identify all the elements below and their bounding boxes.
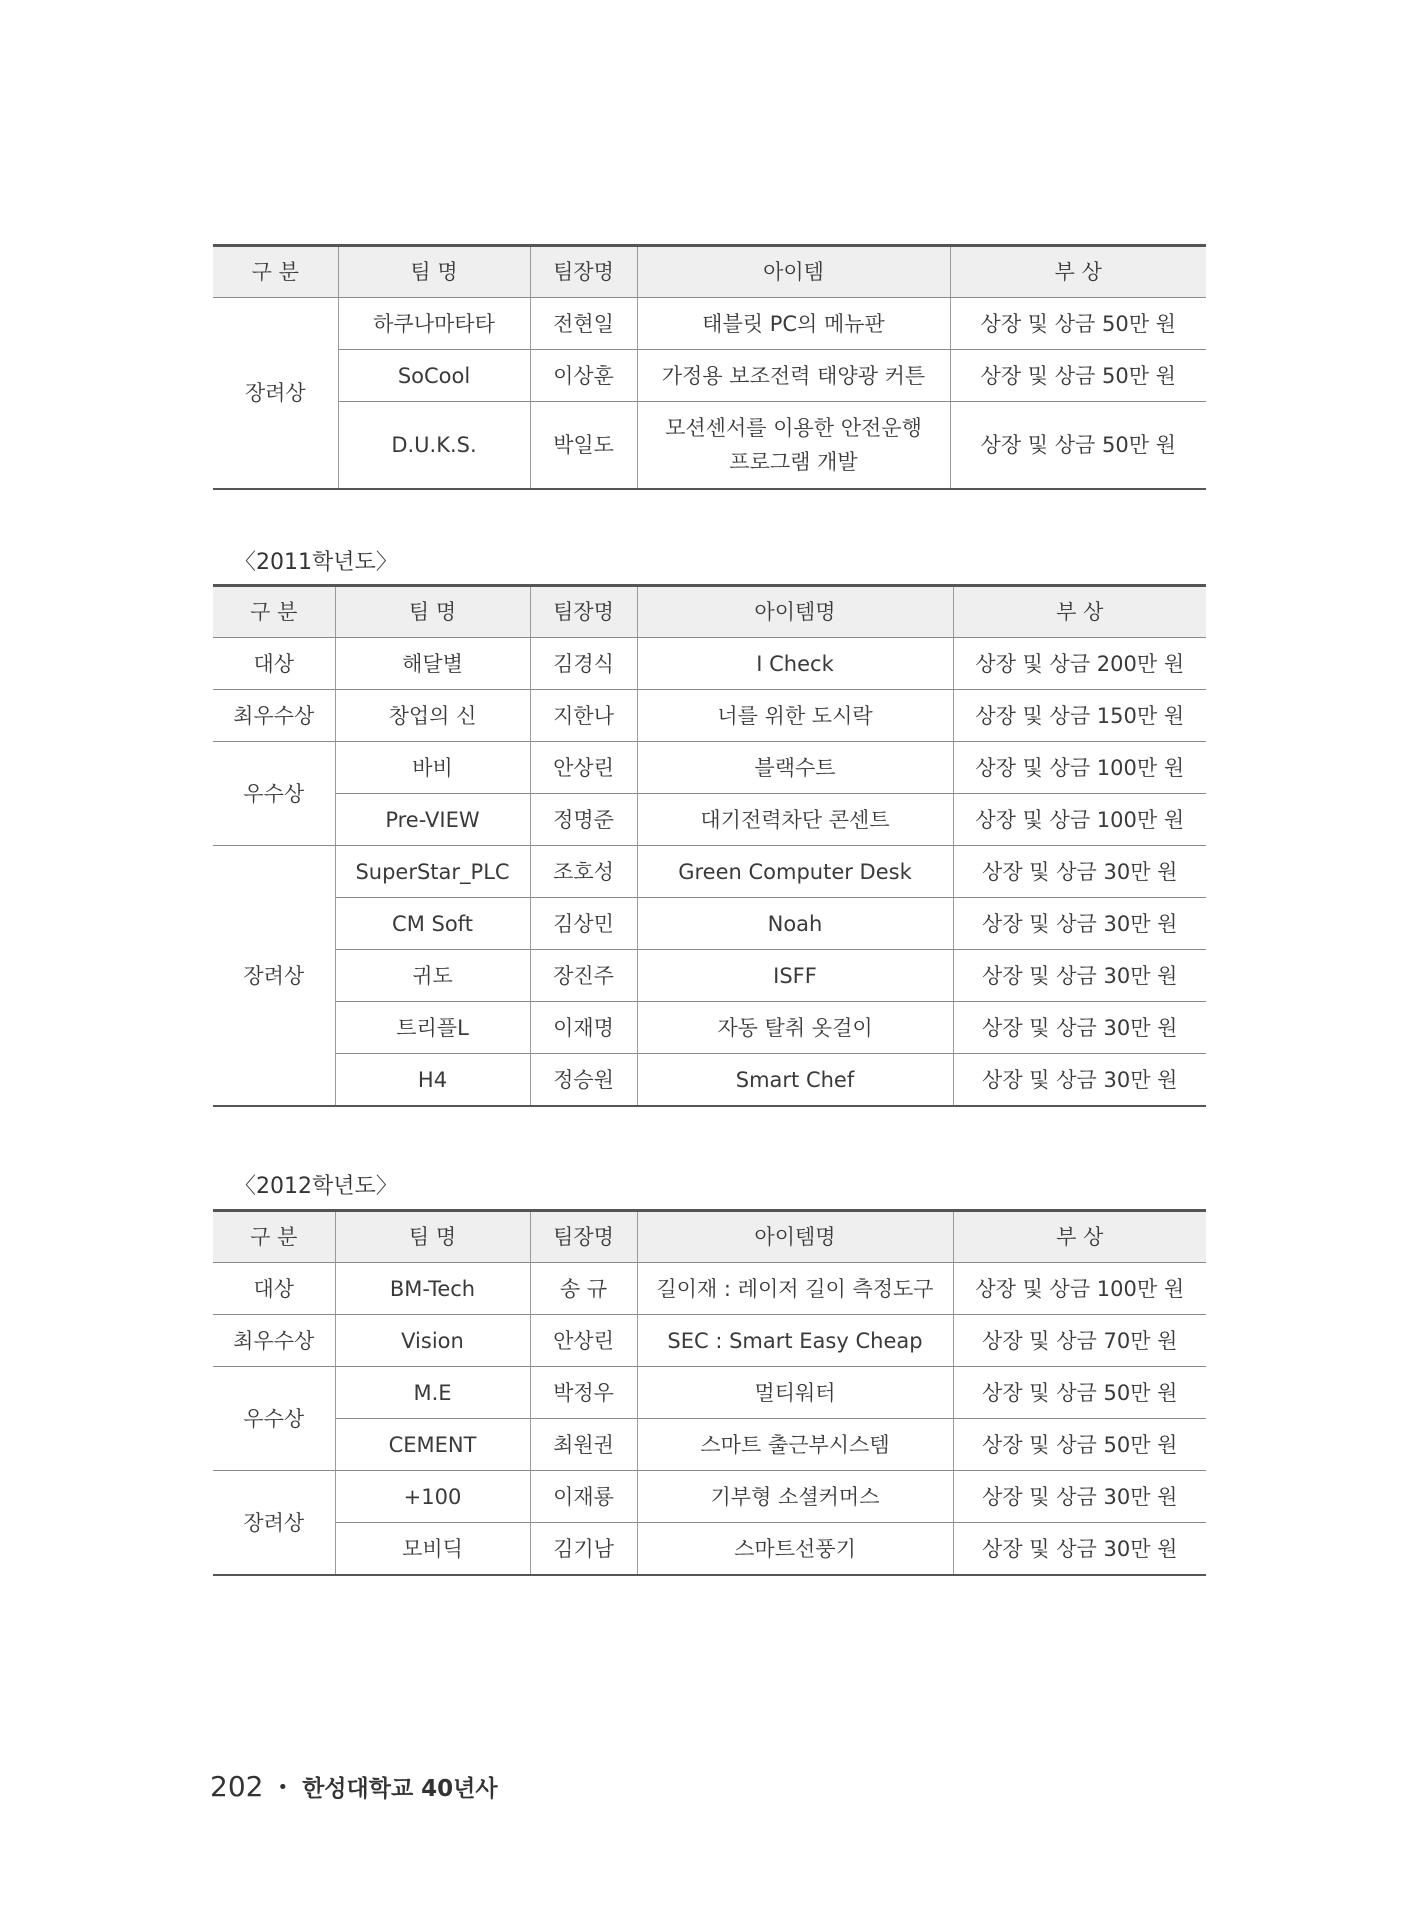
- leader-cell: 김상민: [530, 898, 637, 950]
- category-cell: 대상: [213, 638, 335, 690]
- header-team: 팀 명: [335, 1211, 530, 1263]
- prize-cell: 상장 및 상금 50만 원: [950, 350, 1206, 402]
- table-header-row: [213, 1211, 1206, 1263]
- table-row: [213, 1523, 1206, 1576]
- team-cell: M.E: [335, 1367, 530, 1419]
- prize-cell: 상장 및 상금 200만 원: [953, 638, 1206, 690]
- table-row: [213, 742, 1206, 794]
- item-cell: 스마트 출근부시스템: [637, 1419, 953, 1471]
- team-cell: 바비: [335, 742, 530, 794]
- table-row: [213, 794, 1206, 846]
- header-category: 구 분: [213, 1211, 335, 1263]
- leader-cell: 정명준: [530, 794, 637, 846]
- leader-cell: 송 규: [530, 1263, 637, 1315]
- item-cell: 자동 탈취 옷걸이: [637, 1002, 953, 1054]
- table-row: [213, 1471, 1206, 1523]
- header-item: 아이템: [637, 246, 950, 298]
- table-row: [213, 298, 1206, 350]
- item-cell: 가정용 보조전력 태양광 커튼: [637, 350, 950, 402]
- prize-cell: 상장 및 상금 100만 원: [953, 1263, 1206, 1315]
- prize-cell: 상장 및 상금 50만 원: [950, 402, 1206, 490]
- book-title: 한성대학교 40년사: [302, 1776, 498, 1802]
- table-row: [213, 350, 1206, 402]
- table-row: [213, 690, 1206, 742]
- leader-cell: 이재명: [530, 1002, 637, 1054]
- table-row: [213, 898, 1206, 950]
- prize-cell: 상장 및 상금 30만 원: [953, 1471, 1206, 1523]
- category-cell: 최우수상: [213, 1315, 335, 1367]
- header-prize: 부 상: [950, 246, 1206, 298]
- leader-cell: 안상린: [530, 1315, 637, 1367]
- prize-cell: 상장 및 상금 30만 원: [953, 898, 1206, 950]
- caption-2011: 〈2011학년도〉: [234, 550, 398, 575]
- prize-cell: 상장 및 상금 100만 원: [953, 794, 1206, 846]
- prize-cell: 상장 및 상금 70만 원: [953, 1315, 1206, 1367]
- table-row: [213, 1367, 1206, 1419]
- category-cell: 대상: [213, 1263, 335, 1315]
- header-leader: 팀장명: [530, 246, 637, 298]
- item-cell: 태블릿 PC의 메뉴판: [637, 298, 950, 350]
- category-cell: 우수상: [213, 1367, 335, 1471]
- prize-cell: 상장 및 상금 30만 원: [953, 950, 1206, 1002]
- header-item-name: 아이템명: [637, 586, 953, 638]
- item-cell: 길이재 : 레이저 길이 측정도구: [637, 1263, 953, 1315]
- table-row: [213, 950, 1206, 1002]
- category-cell: 장려상: [213, 1471, 335, 1576]
- item-cell: 기부형 소셜커머스: [637, 1471, 953, 1523]
- award-table-previous: [213, 244, 1206, 490]
- team-cell: 해달별: [335, 638, 530, 690]
- table-header-row: [213, 246, 1206, 298]
- prize-cell: 상장 및 상금 50만 원: [953, 1367, 1206, 1419]
- team-cell: 트리플L: [335, 1002, 530, 1054]
- table-row: [213, 1002, 1206, 1054]
- item-cell: SEC : Smart Easy Cheap: [637, 1315, 953, 1367]
- item-cell: ISFF: [637, 950, 953, 1002]
- item-line-1: 모션센서를 이용한 안전운행: [665, 416, 922, 440]
- leader-cell: 지한나: [530, 690, 637, 742]
- leader-cell: 장진주: [530, 950, 637, 1002]
- table-row: [213, 1054, 1206, 1107]
- table-row: [213, 1315, 1206, 1367]
- category-cell: 우수상: [213, 742, 335, 846]
- team-cell: SuperStar_PLC: [335, 846, 530, 898]
- team-cell: CM Soft: [335, 898, 530, 950]
- item-cell: 스마트선풍기: [637, 1523, 953, 1576]
- leader-cell: 박일도: [530, 402, 637, 490]
- table-row: [213, 1263, 1206, 1315]
- team-cell: 창업의 신: [335, 690, 530, 742]
- category-cell: 장려상: [213, 846, 335, 1107]
- table-row: [213, 846, 1206, 898]
- team-cell: +100: [335, 1471, 530, 1523]
- team-cell: Vision: [335, 1315, 530, 1367]
- page-footer: [210, 1770, 498, 1803]
- item-cell: 멀티워터: [637, 1367, 953, 1419]
- team-cell: SoCool: [338, 350, 530, 402]
- prize-cell: 상장 및 상금 30만 원: [953, 1523, 1206, 1576]
- header-leader: 팀장명: [530, 586, 637, 638]
- leader-cell: 안상린: [530, 742, 637, 794]
- category-cell: 장려상: [213, 298, 338, 490]
- leader-cell: 최원권: [530, 1419, 637, 1471]
- category-cell: 최우수상: [213, 690, 335, 742]
- item-cell: I Check: [637, 638, 953, 690]
- prize-cell: 상장 및 상금 30만 원: [953, 1054, 1206, 1107]
- leader-cell: 이재룡: [530, 1471, 637, 1523]
- leader-cell: 조호성: [530, 846, 637, 898]
- prize-cell: 상장 및 상금 50만 원: [950, 298, 1206, 350]
- header-item-name: 아이템명: [637, 1211, 953, 1263]
- prize-cell: 상장 및 상금 150만 원: [953, 690, 1206, 742]
- prize-cell: 상장 및 상금 30만 원: [953, 846, 1206, 898]
- item-cell: 대기전력차단 콘센트: [637, 794, 953, 846]
- table-header-row: [213, 586, 1206, 638]
- team-cell: D.U.K.S.: [338, 402, 530, 490]
- header-category: 구 분: [213, 246, 338, 298]
- team-cell: CEMENT: [335, 1419, 530, 1471]
- header-category: 구 분: [213, 586, 335, 638]
- team-cell: 하쿠나마타타: [338, 298, 530, 350]
- leader-cell: 김경식: [530, 638, 637, 690]
- header-team: 팀 명: [335, 586, 530, 638]
- item-cell: Green Computer Desk: [637, 846, 953, 898]
- item-line-2: 프로그램 개발: [729, 450, 858, 474]
- leader-cell: 전현일: [530, 298, 637, 350]
- item-cell: Noah: [637, 898, 953, 950]
- item-cell: 블랙수트: [637, 742, 953, 794]
- leader-cell: 김기남: [530, 1523, 637, 1576]
- header-prize: 부 상: [953, 586, 1206, 638]
- prize-cell: 상장 및 상금 100만 원: [953, 742, 1206, 794]
- prize-cell: 상장 및 상금 50만 원: [953, 1419, 1206, 1471]
- header-prize: 부 상: [953, 1211, 1206, 1263]
- award-table-2012: [213, 1209, 1206, 1576]
- header-leader: 팀장명: [530, 1211, 637, 1263]
- team-cell: 귀도: [335, 950, 530, 1002]
- table-row: [213, 638, 1206, 690]
- leader-cell: 정승원: [530, 1054, 637, 1107]
- team-cell: H4: [335, 1054, 530, 1107]
- item-cell: Smart Chef: [637, 1054, 953, 1107]
- table-row: [213, 402, 1206, 490]
- prize-cell: 상장 및 상금 30만 원: [953, 1002, 1206, 1054]
- separator-bullet: •: [277, 1777, 289, 1798]
- award-table-2011: [213, 584, 1206, 1107]
- table-row: [213, 1419, 1206, 1471]
- item-cell: [637, 402, 950, 490]
- leader-cell: 이상훈: [530, 350, 637, 402]
- team-cell: BM-Tech: [335, 1263, 530, 1315]
- team-cell: 모비딕: [335, 1523, 530, 1576]
- item-cell: 너를 위한 도시락: [637, 690, 953, 742]
- page-number: 202: [210, 1770, 264, 1803]
- header-team: 팀 명: [338, 246, 530, 298]
- team-cell: Pre-VIEW: [335, 794, 530, 846]
- leader-cell: 박정우: [530, 1367, 637, 1419]
- caption-2012: 〈2012학년도〉: [234, 1174, 398, 1199]
